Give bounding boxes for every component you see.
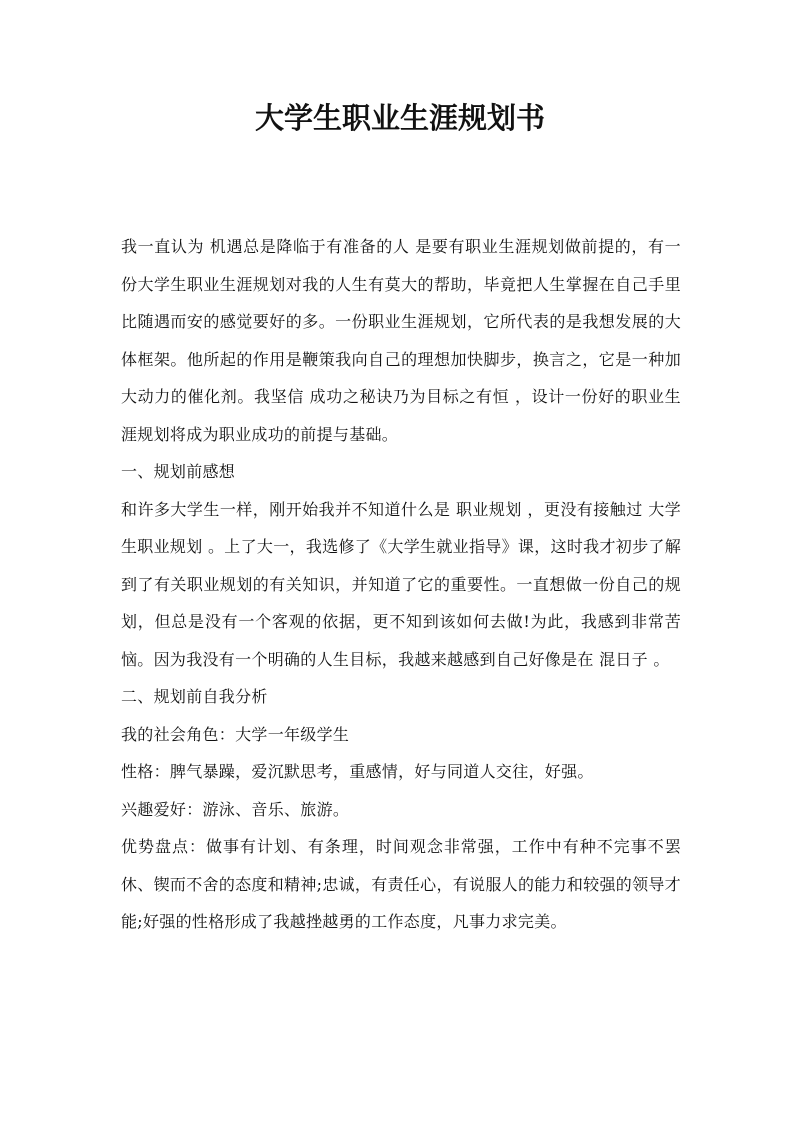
intro-paragraph: 我一直认为 机遇总是降临于有准备的人 是要有职业生涯规划做前提的，有一份大学生职业生涯规划对我的人生有莫大的帮助，毕竟把人生掌握在自己手里比随遇而安的感觉要好的多。一份职业生涯规划，它所代表的是我想发展的大体框架。他所起的作用是鞭策我向自己的理想加快脚步，换言之，它是一种加大动力的催化剂。我坚信 成功之秘诀乃为目标之有恒 ，设计一份好的职业生涯规划将成为职业成功的前提与基础。 <box>121 237 681 444</box>
section-heading-reflections: 一、规划前感想 <box>121 462 236 481</box>
personality-line: 性格：脾气暴躁，爱沉默思考，重感情，好与同道人交往，好强。 <box>121 762 594 781</box>
strengths-paragraph: 优势盘点：做事有计划、有条理，时间观念非常强，工作中有种不完事不罢休、锲而不舍的态度和精神;忠诚，有责任心，有说服人的能力和较强的领导才能;好强的性格形成了我越挫越勇的工作态度，凡事力求完美。 <box>121 837 681 931</box>
social-role-line: 我的社会角色：大学一年级学生 <box>121 724 350 744</box>
document-body <box>121 228 681 941</box>
document-title: 大学生职业生涯规划书 <box>254 101 545 135</box>
section-heading-self-analysis: 二、规划前自我分析 <box>121 687 268 706</box>
reflections-paragraph: 和许多大学生一样，刚开始我并不知道什么是 职业规划 ，更没有接触过 大学生职业规划 。上了大一，我选修了《大学生就业指导》课，这时我才初步了解到了有关职业规划的有关知识，并知道了它的重要性。一直想做一份自己的规划，但总是没有一个客观的依据，更不知到该如何去做!为此，我感到非常苦恼。因为我没有一个明确的人生目标，我越来越感到自己好像是在 混日子 。 <box>121 499 681 669</box>
hobbies-line: 兴趣爱好：游泳、音乐、旅游。 <box>121 799 350 819</box>
